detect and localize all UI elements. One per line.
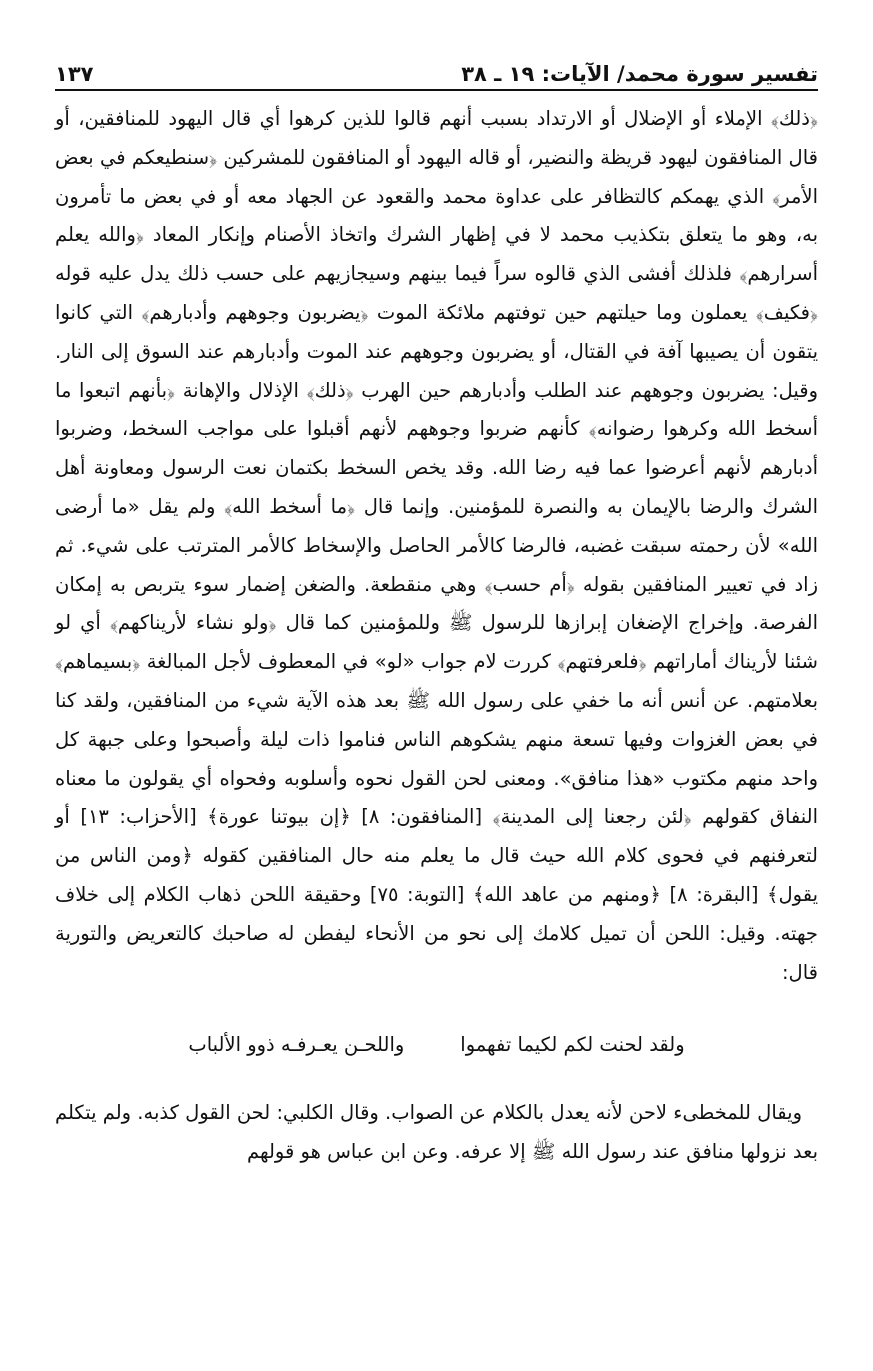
poem-hemistich-first: ولقد لحنت لكم لكيما تفهموا xyxy=(460,1033,685,1057)
book-page xyxy=(55,48,818,1172)
page-header xyxy=(55,48,818,86)
running-title: تفسير سورة محمد/ الآيات: ١٩ ـ ٣٨ xyxy=(461,62,818,86)
page-number: ١٣٧ xyxy=(55,62,94,86)
poem-verse xyxy=(55,1026,818,1064)
closing-paragraph: ويقال للمخطىء لاحن لأنه يعدل بالكلام عن الصواب. وقال الكلبي: لحن القول كذبه. ولم يتكلم بعد نزولها منافق عند رسول الله ﷺ إلا عرفه. وعن ابن عباس هو قولهم xyxy=(55,1101,818,1164)
commentary-body xyxy=(55,100,818,992)
commentary-paragraph: ﴿ذلك﴾ الإملاء أو الإضلال أو الارتداد بسبب أنهم قالوا للذين كرهوا أي قال اليهود للمنافقين، أو قال المنافقون ليهود قريظة والنضير، أو قاله اليهود أو المنافقون للمشركين ﴿سنطيعكم في بعض الأمر﴾ الذي يهمكم كالتظافر على عداوة محمد والقعود عن الجهاد معه أو في بعض ما تأمرون به، وهو ما يتعلق بتكذيب محمد لا في إظهار الشرك واتخاذ الأصنام وإنكار المعاد ﴿والله يعلم أسرارهم﴾ فلذلك أفشى الذي قالوه سراً فيما بينهم وسيجازيهم على حسب ذلك يدل عليه قوله ﴿فكيف﴾ يعملون وما حيلتهم حين توفتهم ملائكة الموت ﴿يضربون وجوههم وأدبارهم﴾ التي كانوا يتقون أن يصيبها آفة في القتال، أو يضربون وجوههم عند الموت وأدبارهم عند السوق إلى النار. وقيل: يضربون وجوههم عند الطلب وأدبارهم حين الهرب ﴿ذلك﴾ الإذلال والإهانة ﴿بأنهم اتبعوا ما أسخط الله وكرهوا رضوانه﴾ كأنهم ضربوا وجوههم لأنهم أقبلوا على مواجب السخط، وضربوا أدبارهم لأنهم أعرضوا عما فيه رضا الله. وقد يخص السخط بكتمان نعت الرسول ومعاونة أهل الشرك والرضا بالإيمان به والنصرة للمؤمنين. وإنما قال ﴿ما أسخط الله﴾ ولم يقل «ما أرضى الله» لأن رحمته سبقت غضبه، فالرضا كالأمر الحاصل والإسخاط كالأمر المترتب على شيء. ثم زاد في تعيير المنافقين بقوله ﴿أم حسب﴾ وهي منقطعة. والضغن إضمار سوء يتربص به إمكان الفرصة. وإخراج الإضغان إبرازها للرسول ﷺ وللمؤمنين كما قال ﴿ولو نشاء لأريناكهم﴾ أي لو شئنا لأريناك أماراتهم ﴿فلعرفتهم﴾ كررت لام جواب «لو» في المعطوف لأجل المبالغة ﴿بسيماهم﴾ بعلامتهم. عن أنس أنه ما خفي على رسول الله ﷺ بعد هذه الآية شيء من المنافقين، ولقد كنا في بعض الغزوات وفيها تسعة منهم يشكوهم الناس فناموا ذات ليلة وأصبحوا وعلى جبهة كل واحد منهم مكتوب «هذا منافق». ومعنى لحن القول نحوه وأسلوبه وفحواه أي يقولون ما معناه النفاق كقولهم ﴿لئن رجعنا إلى المدينة﴾ [المنافقون: ٨] ﴿إن بيوتنا عورة﴾ [الأحزاب: ١٣] أو لتعرفنهم في فحوى كلام الله حيث قال ما يعلم منه حال المنافقين كقوله ﴿ومن الناس من يقول﴾ [البقرة: ٨] ﴿ومنهم من عاهد الله﴾ [التوبة: ٧٥] وحقيقة اللحن ذهاب الكلام إلى خلاف جهته. وقيل: اللحن أن تميل كلامك إلى نحو من الأنحاء ليفطن له صاحبك كالتعريض والتورية قال: xyxy=(55,107,819,984)
poem-hemistich-second: واللحـن يعـرفـه ذوو الألباب xyxy=(188,1033,405,1057)
header-rule xyxy=(55,89,818,91)
